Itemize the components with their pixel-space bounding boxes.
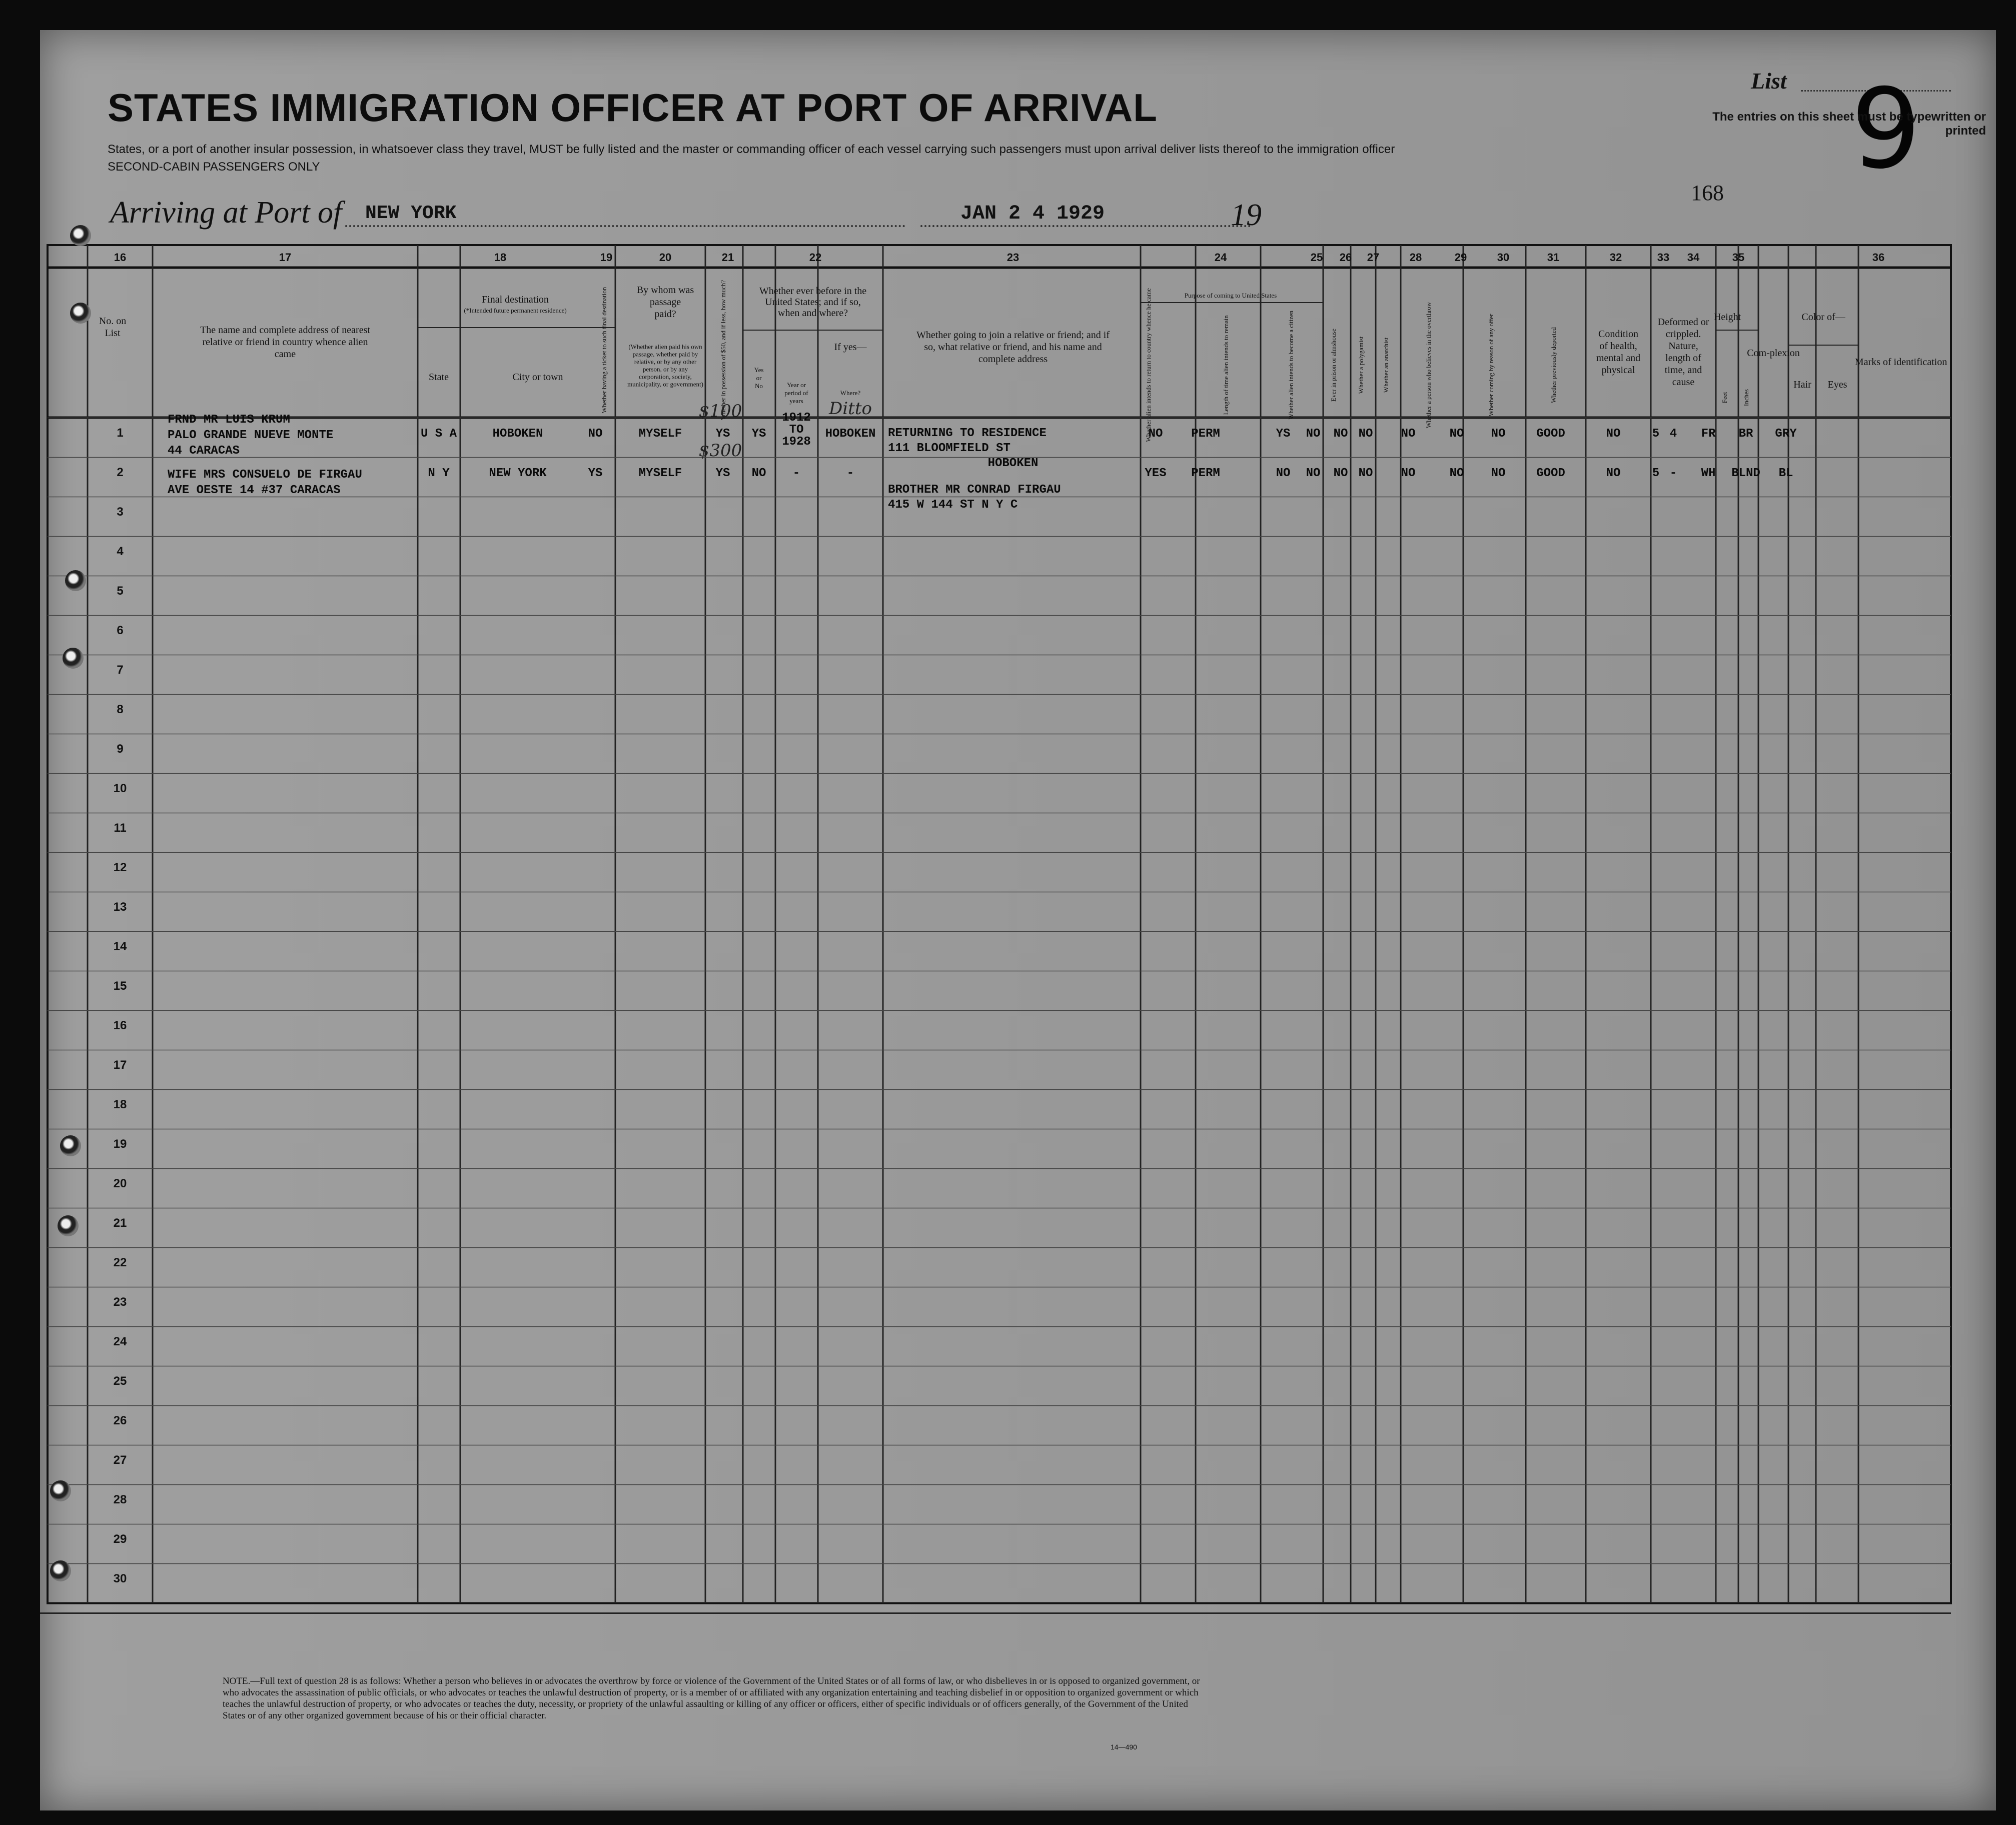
column-header-joining: complete address [978, 354, 1048, 365]
column-header-citizen: Whether alien intends to become a citizen [1287, 310, 1295, 420]
eye-color-value: GRY [1775, 427, 1797, 441]
column-header-if-yes: If yes— [834, 342, 867, 353]
row-number: 24 [113, 1335, 127, 1348]
q29-value: NO [1449, 467, 1464, 480]
row-number: 8 [117, 703, 124, 716]
prison-value: NO [1306, 427, 1321, 441]
list-label: List [1751, 68, 1787, 94]
column-header-passage-paid: By whom was [636, 285, 694, 296]
column-number: 19 [600, 251, 613, 264]
column-header-deformed: length of [1665, 353, 1701, 364]
deported-value: NO [1491, 467, 1506, 480]
column-header-relative-address: came [274, 349, 296, 360]
column-number: 24 [1214, 251, 1227, 264]
instructions-text: States, or a port of another insular possession, in whatsoever class they travel, MUST be fully listed and the master or commanding officer of each vessel carrying such passengers must upon arrival deliver lists thereof to the immigration officer [108, 143, 1395, 156]
row-number: 7 [117, 663, 124, 677]
relative-address-line: PALO GRANDE NUEVE MONTE [168, 429, 334, 442]
health-value: GOOD [1536, 467, 1565, 480]
row-number: 21 [113, 1216, 127, 1230]
column-header-relative-address: relative or friend in country whence alien [202, 337, 368, 348]
ticket-value: NO [588, 427, 603, 441]
relative-address-line: FRND MR LUIS KRUM [168, 413, 290, 427]
final-city: HOBOKEN [492, 427, 543, 441]
column-number: 30 [1497, 251, 1510, 264]
column-header-yes-no: or [756, 374, 762, 382]
column-header-deformed: Nature, [1668, 341, 1698, 352]
joining-relative-line: HOBOKEN [987, 457, 1039, 470]
q28-value: NO [1401, 467, 1416, 480]
sheet-number: 168 [1691, 181, 1724, 205]
column-number: 23 [1006, 251, 1020, 264]
column-header-length: Length of time alien intends to remain [1222, 315, 1230, 415]
column-number: 20 [659, 251, 672, 264]
citizen-value: YS [1276, 427, 1291, 441]
column-header-passage-paid: paid? [654, 309, 676, 320]
deformed-value: NO [1606, 467, 1621, 480]
column-header-complexion: Com-plexion [1747, 348, 1800, 359]
column-number: 22 [809, 251, 822, 264]
column-header-before-in-us: when and where? [778, 308, 848, 319]
ticket-value: YS [588, 467, 603, 480]
joining-relative-line: 111 BLOOMFIELD ST [888, 442, 1011, 455]
column-header-health: physical [1601, 365, 1635, 376]
length-of-stay-value: PERM [1191, 427, 1220, 441]
column-number: 17 [279, 251, 292, 264]
return-value: YES [1145, 467, 1167, 480]
q29-value: NO [1449, 427, 1464, 441]
row-number: 18 [113, 1098, 127, 1111]
row-number: 2 [117, 466, 124, 479]
punch-hole [70, 225, 91, 246]
punch-hole [50, 1480, 71, 1501]
row-number: 11 [114, 821, 127, 835]
column-header-health: mental and [1596, 353, 1641, 364]
column-header-deformed: time, and [1664, 365, 1702, 376]
paid-by-value: MYSELF [638, 427, 682, 441]
column-number: 35 [1732, 251, 1745, 264]
row-number: 4 [117, 545, 124, 558]
column-number: 26 [1339, 251, 1352, 264]
punch-hole [60, 1135, 81, 1156]
page-title: STATES IMMIGRATION OFFICER AT PORT OF ARRIVAL [108, 86, 1158, 130]
years-in-us-value: 1928 [782, 435, 811, 449]
polygamist-value: NO [1333, 467, 1348, 480]
column-header-feet: Feet [1721, 392, 1728, 404]
row-number: 29 [113, 1532, 127, 1546]
money-handwritten-amount: $100 [698, 401, 742, 421]
column-header-purpose: Purpose of coming to United States [1184, 292, 1277, 299]
column-header-before-in-us: United States; and if so, [765, 297, 861, 308]
punch-hole [50, 1560, 71, 1581]
anarchist-value: NO [1358, 427, 1373, 441]
complexion-value: WH [1701, 467, 1716, 480]
q28-value: NO [1401, 427, 1416, 441]
anarchist-value: NO [1358, 467, 1373, 480]
column-number: 25 [1310, 251, 1323, 264]
polygamist-value: NO [1333, 427, 1348, 441]
column-header-return: Whether alien intends to return to country whence he came [1145, 288, 1152, 442]
column-header-passage-note: person, or by any [642, 365, 688, 373]
port-value: NEW YORK [365, 203, 457, 224]
column-header-yes-no: No [755, 382, 763, 390]
length-of-stay-value: PERM [1191, 467, 1220, 480]
row-number: 13 [113, 900, 127, 914]
column-header-passage-note: municipality, or government) [627, 380, 703, 388]
before-in-us-value: YS [751, 427, 766, 441]
column-number: 28 [1409, 251, 1422, 264]
row-number: 30 [113, 1572, 127, 1585]
final-state: U S A [420, 427, 457, 441]
column-header-joining: so, what relative or friend, and his name and [924, 342, 1102, 353]
joining-relative-line: BROTHER MR CONRAD FIRGAU [888, 483, 1061, 497]
money-value: YS [715, 427, 730, 441]
years-in-us-value: - [792, 467, 800, 480]
entries-note: The entries on this sheet must be typewritten or printed [1712, 110, 1986, 138]
money-value: YS [715, 467, 730, 480]
return-value: NO [1148, 427, 1163, 441]
column-header-year: Year or [786, 381, 806, 389]
column-header-inches: Inches [1742, 389, 1750, 406]
height-feet-value: 5 [1652, 467, 1660, 480]
column-header-final-destination-note: (*Intended future permanent residence) [464, 307, 567, 314]
paid-by-value: MYSELF [638, 467, 682, 480]
list-number-handwritten: 9 [1851, 65, 1921, 193]
column-header-year: period of [784, 389, 808, 397]
column-number: 16 [114, 251, 127, 264]
column-header-relative-address: The name and complete address of nearest [200, 325, 370, 336]
relative-address-line: AVE OESTE 14 #37 CARACAS [168, 484, 341, 497]
citizen-value: NO [1276, 467, 1291, 480]
column-header-eyes: Eyes [1827, 379, 1847, 390]
column-header-joining: Whether going to join a relative or friend; and if [916, 330, 1110, 341]
arriving-label: Arriving at Port of [110, 196, 342, 230]
height-inches-value: 4 [1669, 427, 1677, 441]
manifest-sheet [40, 30, 1996, 1810]
deported-value: NO [1491, 427, 1506, 441]
punch-hole [65, 570, 86, 591]
hair-color-value: BR [1738, 427, 1753, 441]
health-value: GOOD [1536, 427, 1565, 441]
money-handwritten-amount: $300 [698, 441, 742, 461]
row-number: 3 [117, 505, 124, 519]
punch-hole [70, 303, 91, 324]
row-number: 22 [113, 1256, 127, 1269]
where-value: HOBOKEN [825, 427, 876, 441]
before-in-us-value: NO [751, 467, 766, 480]
column-header-year: years [789, 397, 803, 405]
punch-hole [63, 648, 84, 669]
column-header-money: Whether in possession of $50, and if less, how much? [719, 280, 727, 420]
arrival-date-stamp: JAN 2 4 1929 [960, 203, 1105, 225]
column-number: 33 [1657, 251, 1670, 264]
row-number: 6 [117, 624, 124, 637]
column-header-before-in-us: Whether ever before in the [759, 286, 867, 297]
column-header-passage-note: (Whether alien paid his own [628, 343, 702, 351]
eye-color-value: BL [1778, 467, 1793, 480]
row-number: 16 [113, 1019, 127, 1032]
column-header-deformed: cause [1672, 377, 1695, 388]
column-header-state: State [429, 372, 449, 383]
year-prefix: 19 [1231, 198, 1262, 232]
column-header-health: of health, [1599, 341, 1637, 352]
footnote-question-28: NOTE.—Full text of question 28 is as follows: Whether a person who believes in or advocates the overthrow by force or violence of the Government of the United States or of all forms of law, or who disbelieves in or is opposed to organized government, or who advocates the assassination of public officials, or who advocates or teaches the unlawful destruction of property, or is a member of or affiliated with any organization entertaining and teaching disbelief in or opposition to organized government or which teaches the unlawful destruction of property, or who advocates or teaches the duty, necessity, or propriety of the unlawful assaulting or killing of any officer or officers, either of specific individuals or of officers generally, of the Government of the United States or of any other organized government because of his or their official character. [223, 1676, 1200, 1721]
punch-hole [58, 1215, 79, 1236]
row-number: 5 [117, 584, 124, 598]
column-header-ticket: Whether having a ticket to such final destination [600, 287, 608, 414]
form-number: 14—490 [1111, 1743, 1137, 1751]
column-header-passage-paid: passage [649, 297, 681, 308]
row-number: 26 [113, 1414, 127, 1427]
column-header-deformed: crippled. [1665, 329, 1701, 340]
column-header-q29: Whether coming by reason of any offer [1487, 314, 1495, 417]
height-feet-value: 5 [1652, 427, 1660, 441]
where-value: - [846, 467, 854, 480]
column-header-marks: Marks of identification [1854, 357, 1947, 368]
column-number: 36 [1872, 251, 1885, 264]
column-header-health: Condition [1598, 329, 1639, 340]
row-number: 19 [113, 1137, 127, 1151]
row-number: 23 [113, 1295, 127, 1309]
column-header-yes-no: Yes [754, 366, 764, 374]
column-header-where: Where? [840, 389, 861, 397]
row-number: 27 [113, 1453, 127, 1467]
column-number: 27 [1367, 251, 1380, 264]
column-number: 21 [721, 251, 734, 264]
joining-relative-line: RETURNING TO RESIDENCE [888, 427, 1047, 440]
column-header-no-on-list: List [105, 328, 121, 339]
row-number: 15 [113, 979, 127, 993]
column-header-deformed: Deformed or [1657, 317, 1709, 328]
deformed-value: NO [1606, 427, 1621, 441]
row-number: 14 [113, 940, 127, 953]
column-number: 31 [1547, 251, 1560, 264]
row-number: 1 [117, 426, 124, 440]
row-number: 25 [113, 1374, 127, 1388]
row-number: 28 [113, 1493, 127, 1506]
column-header-no-on-list: No. on [99, 316, 127, 327]
column-header-deported: Whether previously deported [1550, 327, 1557, 403]
years-in-us-value: TO [789, 423, 804, 437]
column-number: 29 [1454, 251, 1467, 264]
column-header-passage-note: corporation, society, [639, 373, 692, 381]
column-header-final-destination: Final destination [482, 294, 549, 305]
prison-value: NO [1306, 467, 1321, 480]
column-number: 34 [1687, 251, 1700, 264]
column-header-anarchist: Whether an anarchist [1382, 337, 1390, 393]
joining-relative-line: 415 W 144 ST N Y C [888, 498, 1018, 512]
column-header-prison: Ever in prison or almshouse [1330, 329, 1337, 402]
complexion-value: FR [1701, 427, 1716, 441]
final-state: N Y [428, 467, 450, 480]
column-header-color-of: Color of— [1801, 312, 1845, 323]
column-header-height: Height [1713, 312, 1741, 323]
column-header-polygamist: Whether a polygamist [1357, 336, 1365, 394]
column-header-hair: Hair [1793, 379, 1811, 390]
row-number: 9 [117, 742, 124, 756]
column-header-q28: Whether a person who believes in the overthrow [1425, 302, 1432, 429]
row-number: 10 [113, 782, 127, 795]
final-city: NEW YORK [489, 467, 547, 480]
passenger-class-label: SECOND-CABIN PASSENGERS ONLY [108, 160, 320, 174]
column-number: 18 [494, 251, 507, 264]
years-in-us-value: 1912 [782, 411, 811, 425]
where-handwritten-note: Ditto [829, 399, 872, 419]
column-header-passage-note: passage, whether paid by [632, 350, 698, 358]
relative-address-line: 44 CARACAS [168, 444, 240, 458]
hair-color-value: BLND [1731, 467, 1760, 480]
row-number: 12 [113, 861, 127, 874]
manifest-table [40, 30, 1996, 1810]
height-inches-value: - [1669, 467, 1677, 480]
column-header-passage-note: relative, or by any other [634, 358, 697, 366]
relative-address-line: WIFE MRS CONSUELO DE FIRGAU [168, 468, 362, 482]
column-header-city: City or town [512, 372, 563, 383]
row-number: 20 [113, 1177, 127, 1190]
row-number: 17 [113, 1058, 127, 1072]
column-number: 32 [1609, 251, 1622, 264]
